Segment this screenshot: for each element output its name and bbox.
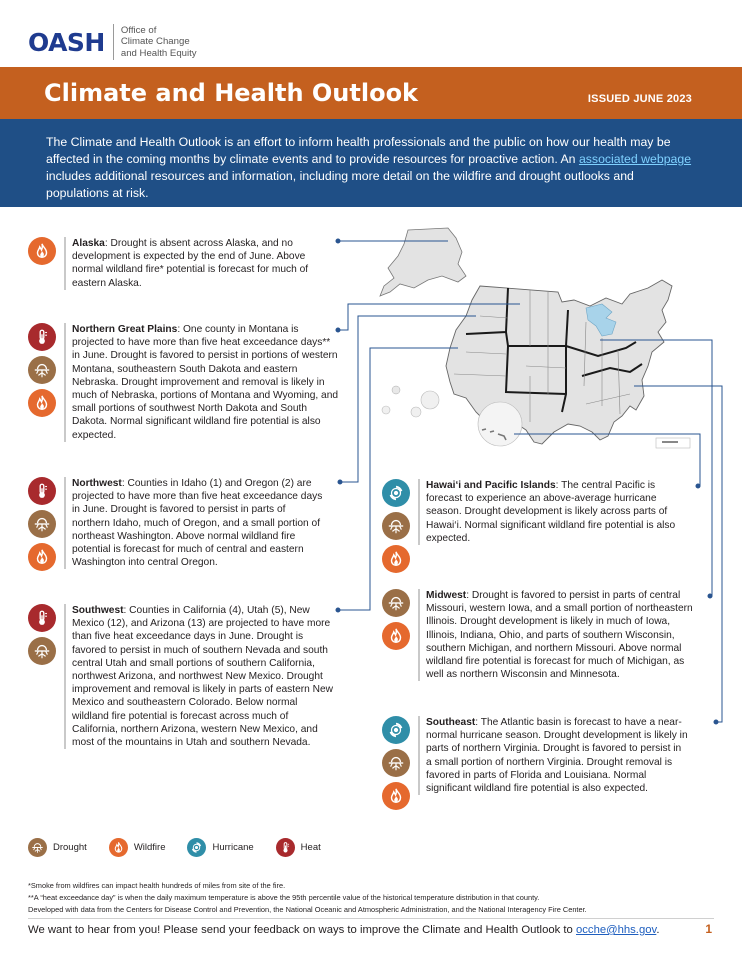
office-name <box>121 25 197 60</box>
southwest-text <box>64 604 336 749</box>
southeast-title: Southeast <box>426 717 476 728</box>
pacific-island-circle-4 <box>382 406 390 414</box>
southeast-icons <box>382 716 410 815</box>
midwest-leader-dot <box>708 594 712 598</box>
feedback-email-link[interactable]: ocche@hhs.gov <box>575 924 657 936</box>
footer-divider <box>28 918 714 919</box>
office-line-1: Office of <box>120 24 157 36</box>
wildfire-icon <box>28 237 56 265</box>
title-band <box>0 67 742 119</box>
ngp-icons <box>28 323 56 422</box>
heat-icon <box>28 604 56 632</box>
intro-text-before: The Climate and Health Outlook is an effort to inform health professionals and the public on how our health may be affected in the coming months by climate events and to provide resources for proactive action. An <box>46 135 671 166</box>
wildfire-icon <box>28 389 56 417</box>
ngp-body: : One county in Montana is projected to have more than five heat exceedance days** in June. Drought is favored to persist in portions of western Montana, southeastern South Dakota and eastern Nebraska. Drought improvement and removal is likely in much of Nebraska, portions of Montana and Wyoming, and small portions of southwest North Dakota and South Dakota. Normal significant wildland fire potential is also expected. <box>72 324 339 441</box>
footnotes <box>28 880 718 916</box>
heat-icon <box>28 477 56 505</box>
hawaii-leader-dot <box>696 484 700 488</box>
hawaii-title: Hawai‘i and Pacific Islands <box>426 480 556 491</box>
southeast-text <box>418 716 688 795</box>
heat-icon <box>276 838 295 857</box>
feedback-footer <box>28 924 659 936</box>
issued-date: ISSUED JUNE 2023 <box>587 93 692 105</box>
associated-webpage-link[interactable]: associated webpage <box>578 152 692 166</box>
pacific-island-circle-2 <box>421 391 439 409</box>
hawaii-body: : The central Pacific is forecast to experience an above-average hurricane season. Drought development is likely across parts of Hawai‘i. Normal significant wildland fire potential is also expected. <box>426 480 676 544</box>
legend-heat <box>276 838 321 857</box>
drought-icon <box>28 510 56 538</box>
legend-drought <box>28 838 87 857</box>
wildfire-icon <box>382 782 410 810</box>
alaska-shape <box>380 228 466 296</box>
us-regions-map <box>330 226 742 726</box>
oash-logo <box>28 22 197 62</box>
icon-legend <box>28 838 343 857</box>
footer-period: . <box>656 924 660 936</box>
intro-text <box>46 134 700 202</box>
southeast-leader-dot <box>714 720 718 724</box>
hawaii-circle <box>478 402 522 446</box>
pacific-island-circle-1 <box>392 386 400 394</box>
hurricane-icon <box>187 838 206 857</box>
office-line-3: and Health Equity <box>120 47 197 59</box>
ngp-title: Northern Great Plains <box>72 324 178 335</box>
intro-band <box>0 119 742 207</box>
drought-icon <box>28 838 47 857</box>
footnote-smoke: *Smoke from wildfires can impact health hundreds of miles from site of the fire. <box>28 881 286 890</box>
legend-label: Wildfire <box>133 842 166 853</box>
alaska-body: : Drought is absent across Alaska, and no development is expected by the end of June. Above normal wildland fire* potential is forecast for much of eastern Alaska. <box>72 238 309 289</box>
southeast-body: : The Atlantic basin is forecast to have a near-normal hurricane season. Drought development is likely in parts of northern Virginia. Drought is favored to persist in a small portion of northern Virginia. Drought removal is favored in parts of Florida and Louisiana. Normal significant wildland fire potential is also expected. <box>426 717 688 795</box>
northwest-title: Northwest <box>72 478 122 489</box>
heat-icon <box>28 323 56 351</box>
footer-text: We want to hear from you! Please send your feedback on ways to improve the Climate and Health Outlook to <box>28 924 576 936</box>
northwest-icons <box>28 477 56 576</box>
midwest-title: Midwest <box>426 590 467 601</box>
drought-icon <box>382 749 410 777</box>
northwest-text <box>64 477 326 569</box>
drought-icon <box>28 356 56 384</box>
office-line-2: Climate Change <box>120 36 190 48</box>
alaska-icons <box>28 237 56 270</box>
ngp-text <box>64 323 340 442</box>
intro-text-after: includes additional resources and information, including more detail on the wildfire and drought outlooks and populations at risk. <box>46 169 634 200</box>
legend-label: Drought <box>53 842 87 853</box>
alaska-leader-dot <box>336 239 340 243</box>
southwest-body: : Counties in California (4), Utah (5), New Mexico (12), and Arizona (13) are projected to have more than five heat exceedance days in June. Drought is favored to persist in much of southern Nevada and south central Utah and small portions of southern California, northwest Arizona, and northwest New Mexico. Drought improvement and removal is likely in parts of eastern New Mexico and southeastern Colorado. Below normal wildland fire potential is forecast across much of California, northern Arizona, western New Mexico, and most of the mountains in Utah and southern Nevada. <box>72 605 334 749</box>
midwest-body: : Drought is favored to persist in parts of central Missouri, western Iowa, and a small portion of northeastern Illinois. Drought development is likely in much of Iowa, Illinois, Indiana, Ohio, and parts of southern Wisconsin, southern Michigan, and northern Missouri. Above normal wildland fire potential is forecast for much of Michigan, as well as northern Wisconsin and Minnesota. <box>426 590 693 681</box>
southwest-icons <box>28 604 56 670</box>
page-title: Climate and Health Outlook <box>44 79 419 107</box>
southeast-leader <box>634 386 722 722</box>
footnote-sources: Developed with data from the Centers for Disease Control and Prevention, the National Oceanic and Atmospheric Administration, and the National Interagency Fire Center. <box>28 905 587 914</box>
drought-icon <box>28 637 56 665</box>
northwest-leader-dot <box>338 480 342 484</box>
logo-mark: OASH <box>28 27 105 57</box>
ngp-leader-dot <box>336 328 340 332</box>
southwest-title: Southwest <box>72 605 124 616</box>
southwest-leader-dot <box>336 608 340 612</box>
legend-label: Heat <box>300 842 321 853</box>
logo-divider <box>113 24 114 60</box>
pacific-island-circle-3 <box>411 407 421 417</box>
footnote-heat-day: **A “heat exceedance day” is when the daily maximum temperature is above the 95th percentile value of the historical temperature distribution in that county. <box>28 893 540 902</box>
alaska-text <box>64 237 326 290</box>
legend-label: Hurricane <box>212 842 254 853</box>
page-number: 1 <box>705 922 712 936</box>
wildfire-icon <box>28 543 56 571</box>
legend-wildfire <box>109 838 166 857</box>
northwest-body: : Counties in Idaho (1) and Oregon (2) are projected to have more than five heat exceedance days in June. Drought is favored to persist in parts of northern Idaho, much of Oregon, and a small portion of northeast Washington. Above normal wildland fire potential is forecast for much of central and eastern Washington into central Oregon. <box>72 478 323 569</box>
legend-hurricane <box>187 838 253 857</box>
wildfire-icon <box>109 838 128 857</box>
alaska-title: Alaska <box>72 238 105 249</box>
